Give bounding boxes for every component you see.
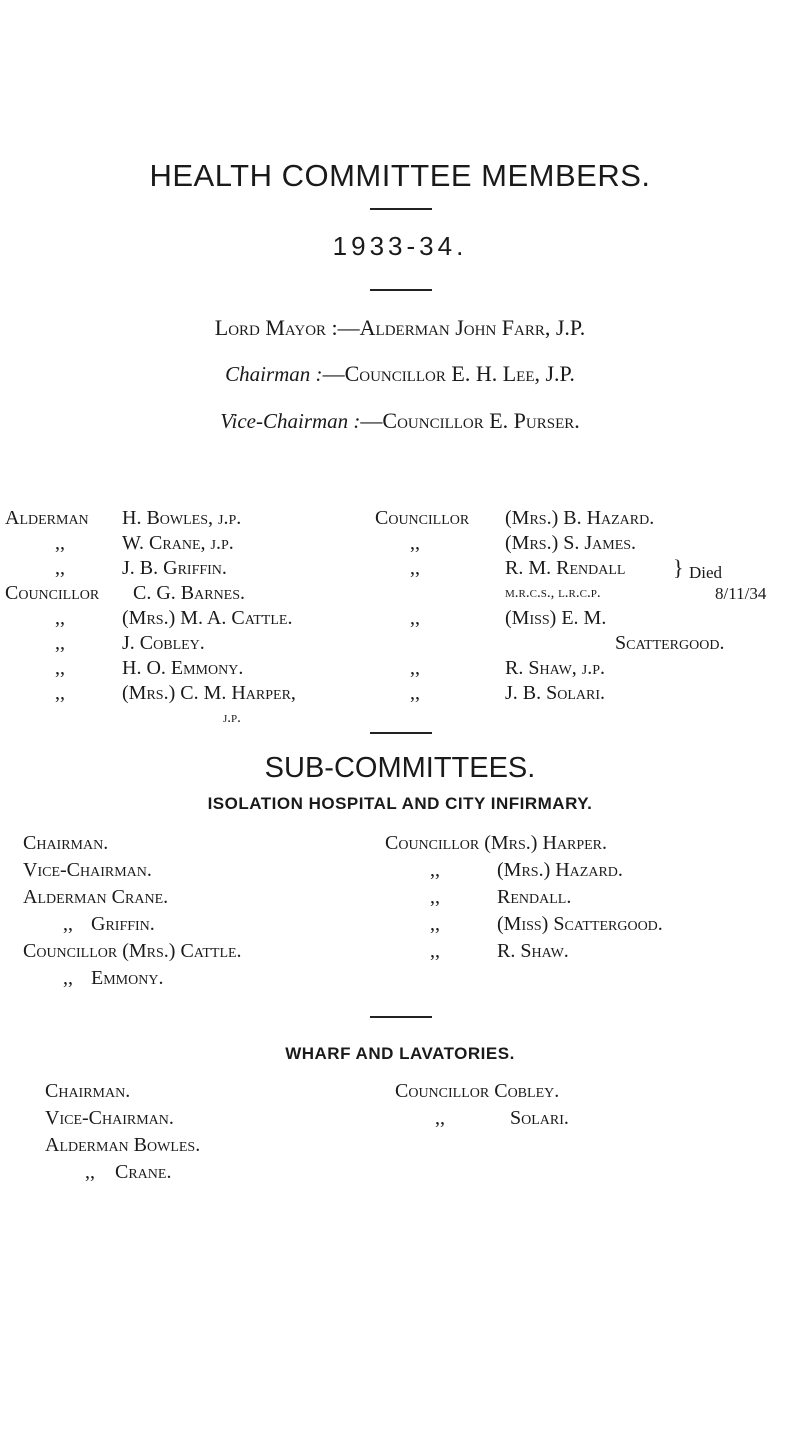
member-name: W. Crane, j.p.: [122, 532, 234, 554]
list-item: [385, 830, 795, 857]
member-name: (Mrs.) Hazard.: [497, 859, 623, 881]
ditto-mark: ,,: [55, 607, 65, 629]
member-name: H. O. Emmony.: [122, 657, 244, 679]
list-item: [23, 938, 383, 965]
member-name: Alderman Bowles.: [45, 1134, 201, 1156]
ditto-mark: ,,: [410, 682, 420, 704]
ditto-mark: ,,: [435, 1107, 445, 1129]
chairman-line: [0, 361, 800, 387]
member-name: C. G. Barnes.: [133, 582, 246, 604]
member-name: R. M. Rendall: [505, 557, 626, 579]
list-item: [375, 506, 795, 531]
list-item: [5, 681, 385, 706]
member-qualifications: m.r.c.s., l.r.c.p.: [505, 585, 601, 601]
ditto-mark: ,,: [410, 532, 420, 554]
page-title: HEALTH COMMITTEE MEMBERS.: [149, 158, 651, 193]
list-item: [375, 631, 795, 656]
list-item: [375, 531, 795, 556]
list-item: [5, 531, 385, 556]
member-name: J. B. Griffin.: [122, 557, 227, 579]
list-item: [375, 606, 795, 631]
member-name: Councillor (Mrs.) Cattle.: [23, 940, 242, 962]
list-item: [5, 706, 385, 731]
ditto-mark: ,,: [85, 1161, 95, 1183]
member-name: Chairman.: [45, 1080, 131, 1102]
ditto-mark: ,,: [55, 557, 65, 579]
ditto-mark: ,,: [55, 657, 65, 679]
ditto-mark: ,,: [430, 886, 440, 908]
member-suffix: j.p.: [223, 710, 241, 726]
year-heading: 1933-34.: [332, 231, 468, 261]
member-name: Emmony.: [91, 967, 164, 989]
member-name: Vice-Chairman.: [45, 1107, 174, 1129]
list-item: [395, 1078, 795, 1105]
member-name: (Mrs.) B. Hazard.: [505, 507, 655, 529]
chairman-label: Chairman :: [225, 362, 323, 386]
member-name: Vice-Chairman.: [23, 859, 152, 881]
list-item: [375, 681, 795, 706]
member-name: Councillor (Mrs.) Harper.: [385, 832, 608, 854]
member-name: Crane.: [115, 1161, 172, 1183]
member-name: Griffin.: [91, 913, 155, 935]
title-alderman: Alderman: [5, 507, 89, 529]
member-name: H. Bowles, j.p.: [122, 507, 242, 529]
list-item: [23, 884, 383, 911]
vice-chairman-value: —Councillor E. Purser.: [360, 408, 580, 433]
ditto-mark: ,,: [410, 557, 420, 579]
list-item: [45, 1159, 385, 1186]
list-item: [45, 1078, 385, 1105]
member-name: (Miss) E. M.: [505, 607, 607, 629]
list-item: [385, 857, 795, 884]
divider: [370, 208, 432, 210]
wharf-left-column: [45, 1078, 385, 1186]
member-name: Councillor Cobley.: [395, 1080, 560, 1102]
list-item: [375, 656, 795, 681]
list-item: [375, 581, 795, 606]
ditto-mark: ,,: [63, 913, 73, 935]
isolation-heading: ISOLATION HOSPITAL AND CITY INFIRMARY.: [207, 794, 593, 813]
ditto-mark: ,,: [55, 632, 65, 654]
chairman-value: —Councillor E. H. Lee, J.P.: [322, 361, 575, 386]
divider: [370, 289, 432, 291]
member-name: (Mrs.) S. James.: [505, 532, 637, 554]
list-item: [395, 1105, 795, 1132]
wharf-heading: WHARF AND LAVATORIES.: [285, 1044, 515, 1063]
members-right-column: [375, 506, 795, 706]
ditto-mark: ,,: [410, 657, 420, 679]
list-item: [5, 656, 385, 681]
lord-mayor-line: [0, 315, 800, 341]
bracket-icon: }: [673, 555, 684, 580]
died-note: Died: [689, 563, 723, 582]
isolation-right-column: [385, 830, 795, 965]
list-item: [5, 506, 385, 531]
list-item: [385, 884, 795, 911]
list-item: [23, 965, 383, 992]
list-item: [5, 606, 385, 631]
member-name: Rendall.: [497, 886, 572, 908]
member-name: Solari.: [510, 1107, 569, 1129]
ditto-mark: ,,: [63, 967, 73, 989]
list-item: [385, 938, 795, 965]
died-date: 8/11/34: [715, 584, 767, 603]
vice-chairman-line: [0, 408, 800, 434]
list-item: [5, 631, 385, 656]
list-item: [385, 911, 795, 938]
list-item: [375, 556, 795, 581]
ditto-mark: ,,: [55, 682, 65, 704]
member-name: (Miss) Scattergood.: [497, 913, 663, 935]
member-name: Alderman Crane.: [23, 886, 169, 908]
ditto-mark: ,,: [430, 859, 440, 881]
member-name: R. Shaw.: [497, 940, 569, 962]
member-name: R. Shaw, j.p.: [505, 657, 606, 679]
member-name: Chairman.: [23, 832, 109, 854]
member-name: (Mrs.) M. A. Cattle.: [122, 607, 293, 629]
ditto-mark: ,,: [430, 940, 440, 962]
title-councillor: Councillor: [375, 507, 470, 529]
member-name: (Mrs.) C. M. Harper,: [122, 682, 296, 704]
ditto-mark: ,,: [55, 532, 65, 554]
lord-mayor-label: Lord Mayor :: [214, 315, 338, 340]
sub-committees-heading: SUB-COMMITTEES.: [264, 752, 536, 784]
members-left-column: [5, 506, 385, 731]
list-item: [45, 1105, 385, 1132]
member-name: J. B. Solari.: [505, 682, 606, 704]
ditto-mark: ,,: [410, 607, 420, 629]
lord-mayor-value: —Alderman John Farr, J.P.: [337, 315, 586, 340]
wharf-right-column: [395, 1078, 795, 1132]
list-item: [45, 1132, 385, 1159]
list-item: [5, 581, 385, 606]
title-councillor: Councillor: [5, 582, 100, 604]
ditto-mark: ,,: [430, 913, 440, 935]
divider: [370, 732, 432, 734]
divider: [370, 1016, 432, 1018]
isolation-left-column: [23, 830, 383, 992]
list-item: [23, 830, 383, 857]
vice-chairman-label: Vice-Chairman :: [220, 409, 361, 433]
list-item: [23, 857, 383, 884]
list-item: [23, 911, 383, 938]
list-item: [5, 556, 385, 581]
member-name: Scattergood.: [615, 632, 725, 654]
member-name: J. Cobley.: [122, 632, 205, 654]
